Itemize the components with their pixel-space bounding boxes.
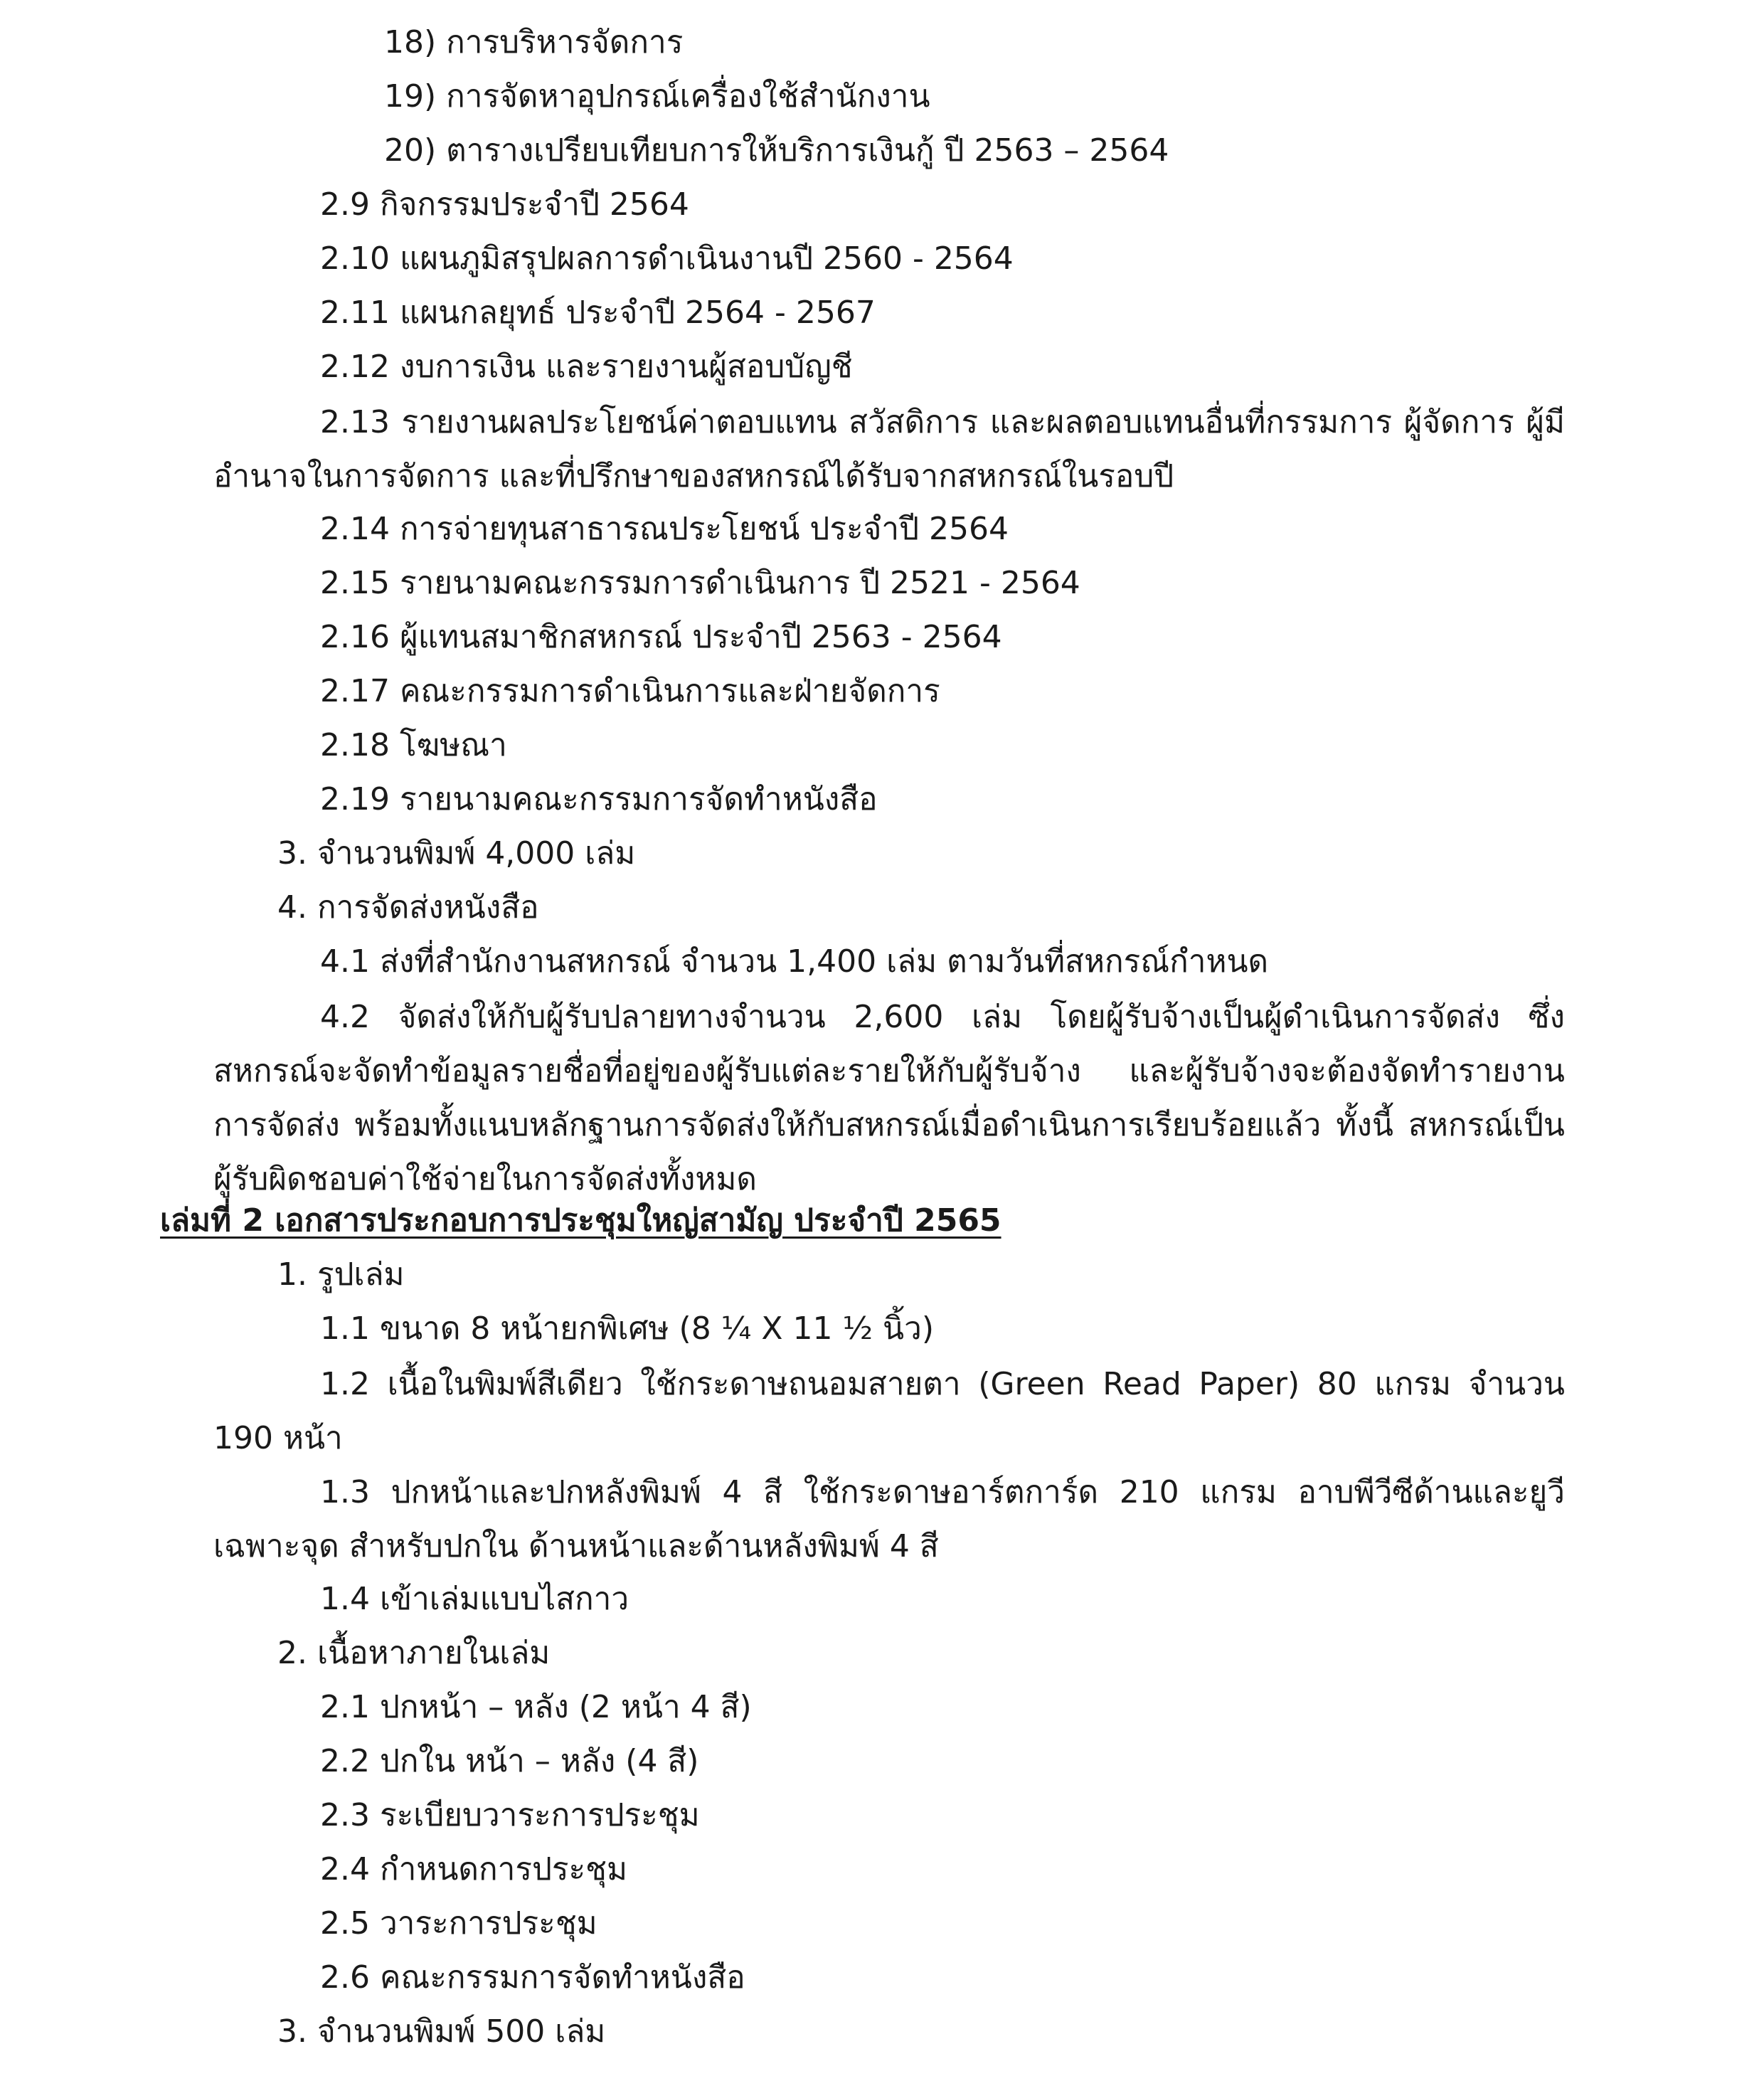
list-item-2-6: 2.6 คณะกรรมการจัดทำหนังสือ [320, 1959, 745, 1996]
list-item-2-14: 2.14 การจ่ายทุนสาธารณประโยชน์ ประจำปี 2564 [320, 511, 1009, 547]
list-item-2-1: 2.1 ปกหน้า – หลัง (2 หน้า 4 สี) [320, 1689, 752, 1725]
list-item-20: 20) ตารางเปรียบเทียบการให้บริการเงินกู้ ปี 2563 – 2564 [384, 132, 1169, 169]
list-item-2-9: 2.9 กิจกรรมประจำปี 2564 [320, 186, 689, 223]
list-item-2-2: 2.2 ปกใน หน้า – หลัง (4 สี) [320, 1743, 699, 1779]
list-item-2-18: 2.18 โฆษณา [320, 727, 507, 763]
list-item-3: 3. จำนวนพิมพ์ 4,000 เล่ม [277, 835, 636, 872]
list-item-2-5: 2.5 วาระการประชุม [320, 1905, 597, 1942]
list-item-19: 19) การจัดหาอุปกรณ์เครื่องใช้สำนักงาน [384, 78, 930, 115]
list-item-1-2: 1.2 เนื้อในพิมพ์สีเดียว ใช้กระดาษถนอมสายตา (Green Read Paper) 80 แกรม จำนวน 190 หน้า [213, 1366, 1565, 1456]
list-item-4-2: 4.2 จัดส่งให้กับผู้รับปลายทางจำนวน 2,600 เล่ม โดยผู้รับจ้างเป็นผู้ดำเนินการจัดส่ง ซึ่งสหกรณ์จะจัดทำข้อมูลรายชื่อที่อยู่ของผู้รับแต่ละรายให้กับผู้รับจ้าง และผู้รับจ้างจะต้องจัดทำรายงานการจัดส่ง พร้อมทั้งแนบหลักฐานการจัดส่งให้กับสหกรณ์เมื่อดำเนินการเรียบร้อยแล้ว ทั้งนี้ สหกรณ์เป็นผู้รับผิดชอบค่าใช้จ่ายในการจัดส่งทั้งหมด [213, 999, 1565, 1197]
list-item-2: 2. เนื้อหาภายในเล่ม [277, 1635, 551, 1671]
list-item-2-15: 2.15 รายนามคณะกรรมการดำเนินการ ปี 2521 - 2564 [320, 565, 1080, 601]
section-heading: เล่มที่ 2 เอกสารประกอบการประชุมใหญ่สามัญ ประจำปี 2565 [160, 1202, 1001, 1239]
list-item-3-print: 3. จำนวนพิมพ์ 500 เล่ม [277, 2013, 606, 2050]
list-item-2-19: 2.19 รายนามคณะกรรมการจัดทำหนังสือ [320, 781, 878, 817]
list-item-1: 1. รูปเล่ม [277, 1256, 405, 1293]
list-item-1-3: 1.3 ปกหน้าและปกหลังพิมพ์ 4 สี ใช้กระดาษอาร์ตการ์ด 210 แกรม อาบพีวีซีด้านและยูวีเฉพาะจุด สำหรับปกใน ด้านหน้าและด้านหลังพิมพ์ 4 สี [213, 1474, 1565, 1564]
list-item-1-1: 1.1 ขนาด 8 หน้ายกพิเศษ (8 ¼ X 11 ½ นิ้ว) [320, 1310, 935, 1347]
list-item-2-3: 2.3 ระเบียบวาระการประชุม [320, 1797, 700, 1833]
list-item-2-4: 2.4 กำหนดการประชุม [320, 1851, 628, 1887]
list-item-2-17: 2.17 คณะกรรมการดำเนินการและฝ่ายจัดการ [320, 673, 940, 709]
list-item-2-10: 2.10 แผนภูมิสรุปผลการดำเนินงานปี 2560 - 2564 [320, 240, 1014, 277]
list-item-18: 18) การบริหารจัดการ [384, 24, 684, 60]
list-item-4-1: 4.1 ส่งที่สำนักงานสหกรณ์ จำนวน 1,400 เล่ม ตามวันที่สหกรณ์กำหนด [320, 943, 1269, 980]
list-item-2-11: 2.11 แผนกลยุทธ์ ประจำปี 2564 - 2567 [320, 295, 876, 331]
list-item-4: 4. การจัดส่งหนังสือ [277, 889, 539, 926]
list-item-1-4: 1.4 เข้าเล่มแบบไสกาว [320, 1581, 629, 1617]
list-item-2-12: 2.12 งบการเงิน และรายงานผู้สอบบัญชี [320, 349, 853, 385]
list-item-2-16: 2.16 ผู้แทนสมาชิกสหกรณ์ ประจำปี 2563 - 2564 [320, 619, 1002, 655]
list-item-2-13: 2.13 รายงานผลประโยชน์ค่าตอบแทน สวัสดิการ และผลตอบแทนอื่นที่กรรมการ ผู้จัดการ ผู้มีอำนาจในการจัดการ และที่ปรึกษาของสหกรณ์ได้รับจากสหกรณ์ในรอบปี [213, 404, 1565, 494]
